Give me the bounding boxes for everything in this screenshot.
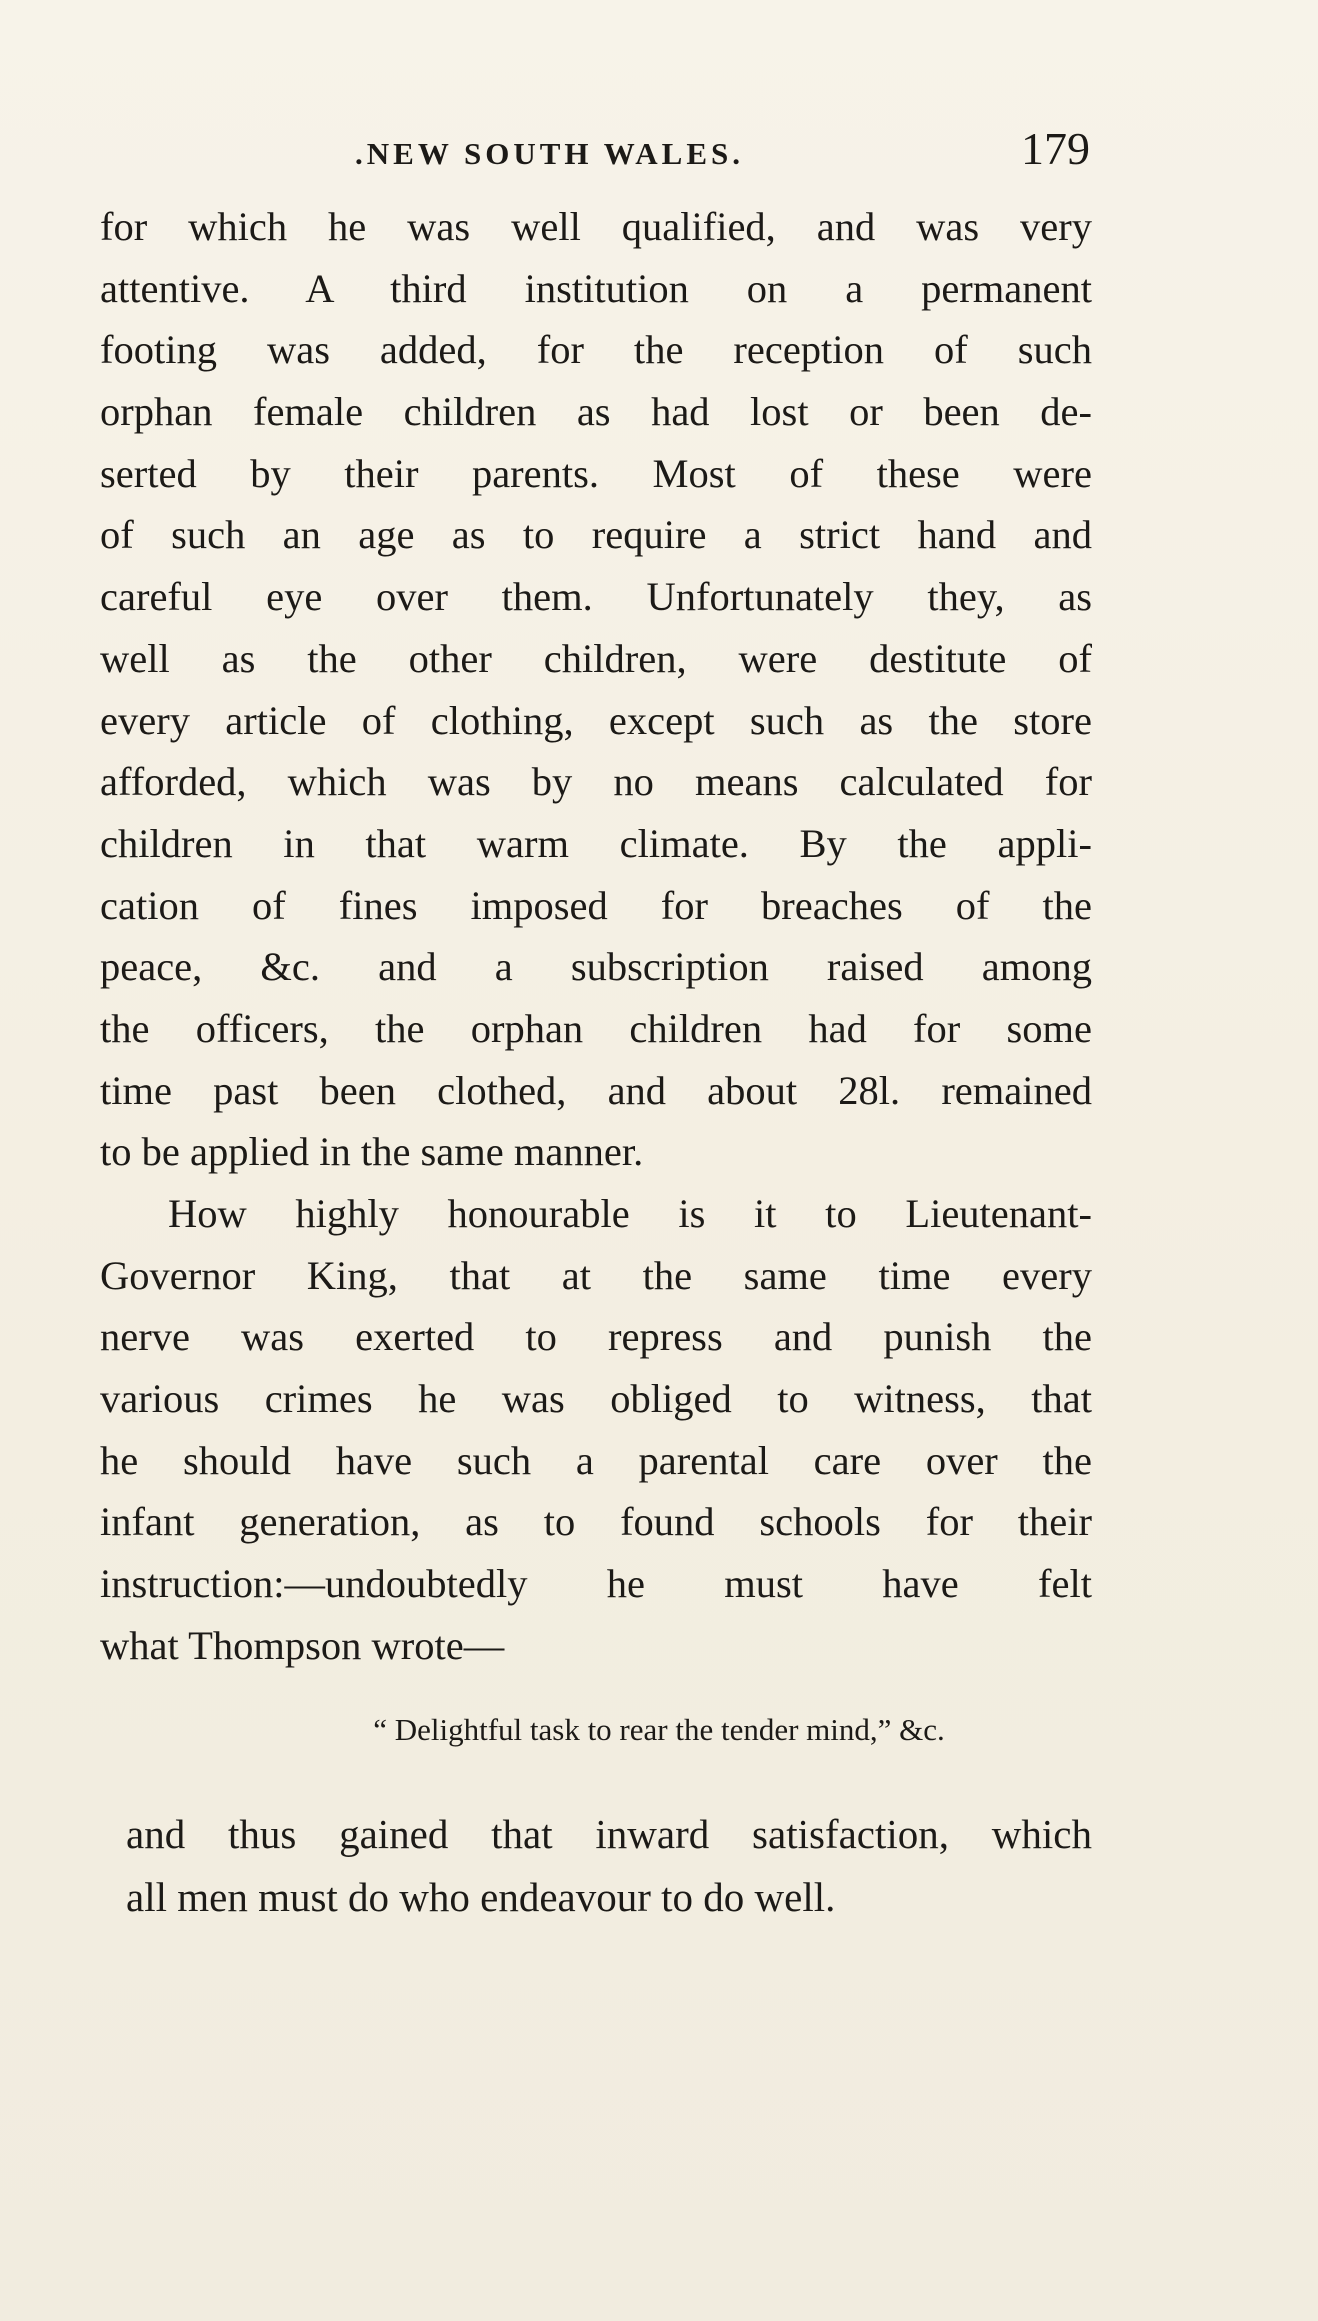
text-line: infant generation, as to found schools for their [100,1499,1092,1545]
text-line: the officers, the orphan children had for some [100,1005,1092,1051]
text-line: cation of fines imposed for breaches of the [100,882,1092,928]
body-text [100,196,1092,1677]
text-line: what Thompson wrote— [100,1622,505,1668]
page-header [100,123,1090,188]
page-number: 179 [1021,123,1090,174]
text-line: he should have such a parental care over the [100,1437,1092,1483]
text-line: afforded, which was by no means calculated for [100,759,1092,805]
text-line: footing was added, for the reception of such [100,327,1092,373]
text-line: all men must do who endeavour to do well. [126,1874,836,1920]
text-line: children in that warm climate. By the appli- [100,820,1092,866]
text-line: nerve was exerted to repress and punish the [100,1314,1092,1360]
text-line: How highly honourable is it to Lieutenant- [168,1191,1092,1236]
text-line: careful eye over them. Unfortunately they, as [100,574,1092,620]
text-line: time past been clothed, and about 28l. remained [100,1067,1092,1113]
text-line: and thus gained that inward satisfaction, which [126,1811,1092,1857]
text-line: every article of clothing, except such as the store [100,697,1092,743]
text-line: well as the other children, were destitute of [100,635,1092,681]
text-line: Governor King, that at the same time every [100,1252,1092,1298]
closing-text [126,1803,1092,1929]
text-line: serted by their parents. Most of these were [100,450,1092,496]
text-line: to be applied in the same manner. [100,1129,644,1175]
text-line: various crimes he was obliged to witness, that [100,1376,1092,1422]
text-line: peace, &c. and a subscription raised among [100,944,1092,990]
text-line: instruction:—undoubtedly he must have felt [100,1561,1092,1607]
text-line: orphan female children as had lost or been de- [100,389,1092,435]
text-line: for which he was well qualified, and was very [100,204,1092,249]
text-line: attentive. A third institution on a permanent [100,265,1092,311]
quotation: “ Delightful task to rear the tender mind,” &c. [373,1712,945,1747]
text-line: of such an age as to require a strict hand and [100,512,1092,558]
running-head: .NEW SOUTH WALES. [355,136,745,171]
